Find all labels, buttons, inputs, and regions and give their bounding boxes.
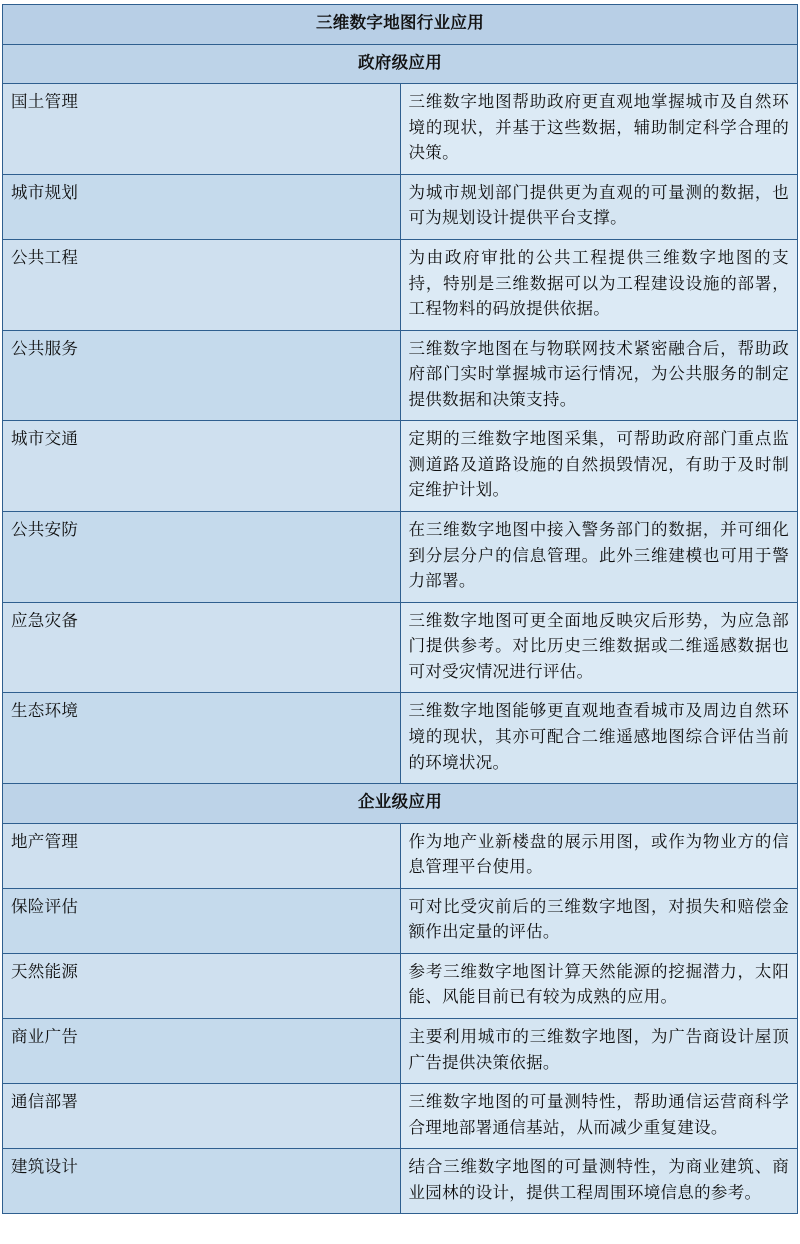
row-label: 国土管理: [3, 84, 401, 175]
row-description: 在三维数字地图中接入警务部门的数据，并可细化到分层分户的信息管理。此外三维建模也可用于警力部署。: [400, 512, 798, 603]
table-row: [3, 823, 798, 888]
industry-application-table: [2, 4, 798, 1214]
row-label: 城市交通: [3, 421, 401, 512]
row-label: 公共服务: [3, 330, 401, 421]
table-row: [3, 84, 798, 175]
row-label: 公共工程: [3, 239, 401, 330]
row-description: 结合三维数字地图的可量测特性，为商业建筑、商业园林的设计，提供工程周围环境信息的参考。: [400, 1149, 798, 1214]
row-description: 三维数字地图帮助政府更直观地掌握城市及自然环境的现状，并基于这些数据，辅助制定科学合理的决策。: [400, 84, 798, 175]
row-description: 三维数字地图可更全面地反映灾后形势，为应急部门提供参考。对比历史三维数据或二维遥感数据也可对受灾情况进行评估。: [400, 602, 798, 693]
section-heading-row: [3, 44, 798, 84]
title-row: [3, 5, 798, 45]
table-row: [3, 693, 798, 784]
table-row: [3, 602, 798, 693]
table-row: [3, 512, 798, 603]
row-description: 参考三维数字地图计算天然能源的挖掘潜力，太阳能、风能目前已有较为成熟的应用。: [400, 953, 798, 1018]
row-label: 商业广告: [3, 1019, 401, 1084]
table-row: [3, 1149, 798, 1214]
table-body: [3, 5, 798, 1214]
row-label: 地产管理: [3, 823, 401, 888]
row-label: 天然能源: [3, 953, 401, 1018]
row-label: 应急灾备: [3, 602, 401, 693]
table-row: [3, 174, 798, 239]
row-description: 三维数字地图的可量测特性，帮助通信运营商科学合理地部署通信基站，从而减少重复建设。: [400, 1084, 798, 1149]
row-description: 为由政府审批的公共工程提供三维数字地图的支持，特别是三维数据可以为工程建设设施的部署，工程物料的码放提供依据。: [400, 239, 798, 330]
row-label: 城市规划: [3, 174, 401, 239]
table-row: [3, 1019, 798, 1084]
row-label: 公共安防: [3, 512, 401, 603]
table-row: [3, 421, 798, 512]
table-row: [3, 953, 798, 1018]
row-description: 三维数字地图在与物联网技术紧密融合后，帮助政府部门实时掌握城市运行情况，为公共服务的制定提供数据和决策支持。: [400, 330, 798, 421]
row-description: 主要利用城市的三维数字地图，为广告商设计屋顶广告提供决策依据。: [400, 1019, 798, 1084]
row-description: 作为地产业新楼盘的展示用图，或作为物业方的信息管理平台使用。: [400, 823, 798, 888]
section-heading-row: [3, 784, 798, 824]
row-description: 定期的三维数字地图采集，可帮助政府部门重点监测道路及道路设施的自然损毁情况，有助于及时制定维护计划。: [400, 421, 798, 512]
document-title: 三维数字地图行业应用: [3, 5, 798, 45]
table-row: [3, 1084, 798, 1149]
table-row: [3, 888, 798, 953]
row-description: 可对比受灾前后的三维数字地图，对损失和赔偿金额作出定量的评估。: [400, 888, 798, 953]
section-heading-enterprise: 企业级应用: [3, 784, 798, 824]
row-description: 为城市规划部门提供更为直观的可量测的数据，也可为规划设计提供平台支撑。: [400, 174, 798, 239]
row-label: 保险评估: [3, 888, 401, 953]
row-label: 生态环境: [3, 693, 401, 784]
row-label: 通信部署: [3, 1084, 401, 1149]
table-row: [3, 239, 798, 330]
row-label: 建筑设计: [3, 1149, 401, 1214]
row-description: 三维数字地图能够更直观地查看城市及周边自然环境的现状，其亦可配合二维遥感地图综合评估当前的环境状况。: [400, 693, 798, 784]
section-heading-government: 政府级应用: [3, 44, 798, 84]
table-row: [3, 330, 798, 421]
